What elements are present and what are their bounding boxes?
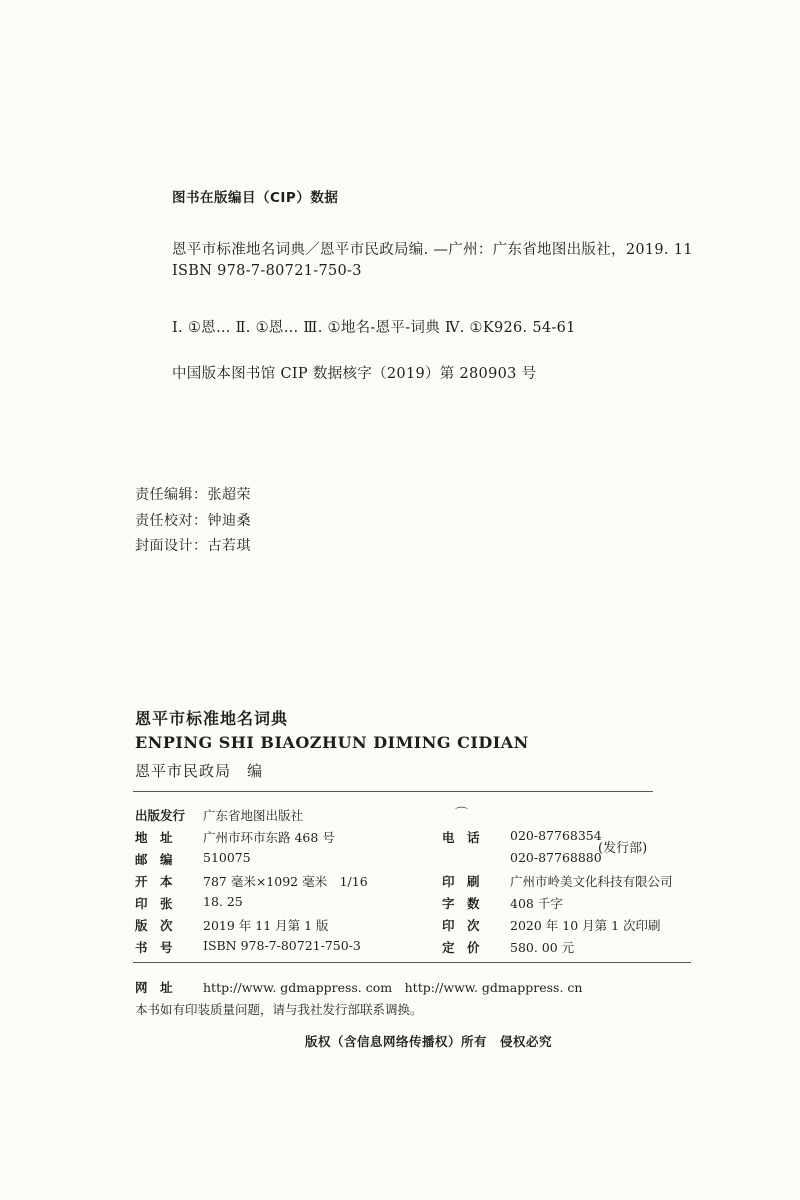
credit-cover-design [135, 535, 251, 555]
phone-value-1: 020-87768354 [510, 828, 602, 843]
cip-isbn: ISBN 978-7-80721-750-3 [172, 263, 362, 279]
book-number-label: 书 号 [135, 940, 173, 955]
address-value: 广州市环市东路 468 号 [203, 830, 335, 845]
credit-value: 钟迪桑 [207, 513, 251, 529]
book-number-value: ISBN 978-7-80721-750-3 [203, 938, 361, 953]
edition-label: 版 次 [135, 918, 173, 933]
divider-top [133, 791, 653, 792]
phone-value-2: 020-87768880 [510, 850, 602, 865]
ink-mark: ⌒ [455, 807, 469, 822]
words-label: 字 数 [442, 896, 480, 911]
phone-note: (发行部) [598, 841, 648, 856]
credit-label: 责任校对： [135, 513, 208, 529]
book-title-cn: 恩平市标准地名词典 [135, 709, 289, 728]
printer-label: 印 刷 [442, 874, 480, 889]
sheets-label: 印 张 [135, 896, 173, 911]
phone-label: 电 话 [442, 830, 480, 845]
website-value: http://www. gdmappress. com http://www. gdmappress. cn [203, 980, 583, 995]
cip-classification: Ⅰ. ①恩… Ⅱ. ①恩… Ⅲ. ①地名-恩平-词典 Ⅳ. ①K926. 54-61 [172, 320, 576, 336]
edition-value: 2019 年 11 月第 1 版 [203, 918, 329, 933]
credit-proofreader [135, 510, 251, 530]
cip-bibliographic-line: 恩平市标准地名词典／恩平市民政局编. —广州：广东省地图出版社，2019. 11 [172, 242, 693, 258]
rights-statement: 版权（含信息网络传播权）所有 侵权必究 [305, 1034, 553, 1049]
book-title-en: ENPING SHI BIAOZHUN DIMING CIDIAN [135, 733, 529, 752]
address-label: 地 址 [135, 830, 173, 845]
credit-value: 古若琪 [207, 538, 251, 554]
credit-editor [135, 484, 251, 504]
format-label: 开 本 [135, 874, 173, 889]
postcode-label: 邮 编 [135, 852, 173, 867]
publisher-label: 出版发行 [135, 808, 186, 823]
credit-label: 封面设计： [135, 538, 208, 554]
credit-value: 张超荣 [207, 487, 251, 503]
printer-value: 广州市岭美文化科技有限公司 [510, 874, 673, 889]
credit-label: 责任编辑： [135, 487, 208, 503]
format-value: 787 毫米×1092 毫米 1/16 [203, 874, 368, 889]
quality-notice: 本书如有印装质量问题，请与我社发行部联系调换。 [135, 1002, 423, 1017]
words-value: 408 千字 [510, 896, 563, 911]
cip-heading: 图书在版编目（CIP）数据 [172, 190, 339, 206]
publisher-value: 广东省地图出版社 [203, 808, 304, 823]
website-label: 网 址 [135, 980, 173, 995]
printing-label: 印 次 [442, 918, 480, 933]
sheets-value: 18. 25 [203, 894, 243, 909]
divider-bottom [133, 962, 691, 963]
cip-number: 中国版本图书馆 CIP 数据核字（2019）第 280903 号 [172, 366, 537, 382]
price-label: 定 价 [442, 940, 480, 955]
price-value: 580. 00 元 [510, 940, 575, 955]
postcode-value: 510075 [203, 850, 251, 865]
book-editor: 恩平市民政局 编 [135, 762, 264, 780]
printing-value: 2020 年 10 月第 1 次印刷 [510, 918, 661, 933]
